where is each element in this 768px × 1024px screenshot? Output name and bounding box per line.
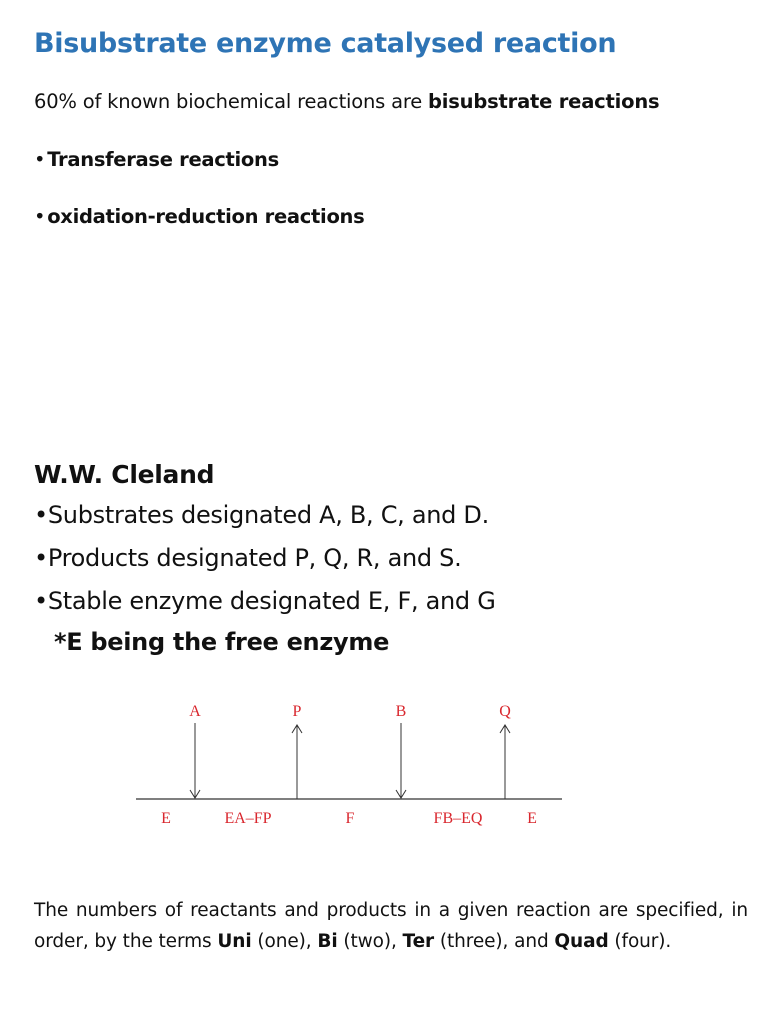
footer-paragraph: The numbers of reactants and products in a given reaction are specified, in order, by the terms Uni (one), Bi (two), Ter (three), and Quad (four). (34, 900, 748, 952)
cleland-item: •Products designated P, Q, R, and S. (34, 544, 462, 572)
label-complex-ea-fp: EA–FP (224, 810, 272, 827)
intro-bold: bisubstrate reactions (428, 90, 660, 113)
slide-title: Bisubstrate enzyme catalysed reaction (34, 28, 617, 59)
bullet-dot: • (34, 205, 46, 228)
term-uni: Uni (217, 931, 252, 952)
label-enzyme-f: F (345, 810, 355, 827)
cleland-title: W.W. Cleland (34, 460, 215, 489)
label-complex-fb-eq: FB–EQ (433, 810, 483, 827)
cleland-note: *E being the free enzyme (54, 628, 390, 656)
label-enzyme-e-final: E (527, 810, 537, 827)
term-bi: Bi (317, 931, 338, 952)
label-enzyme-e: E (161, 810, 171, 827)
label-product-q: Q (499, 703, 511, 720)
bullet-item (34, 148, 279, 171)
bullet-text: oxidation-reduction reactions (47, 205, 365, 228)
cleland-section (34, 460, 496, 656)
cleland-item: •Stable enzyme designated E, F, and G (34, 587, 496, 615)
bullet-item (34, 205, 364, 228)
label-product-p: P (292, 703, 302, 720)
intro-line (34, 90, 659, 113)
bullet-text: Transferase reactions (47, 148, 279, 171)
cleland-reaction-diagram (130, 695, 570, 840)
label-substrate-b: B (395, 703, 407, 720)
label-substrate-a: A (189, 703, 201, 720)
bullet-dot: • (34, 148, 46, 171)
cleland-item: •Substrates designated A, B, C, and D. (34, 501, 489, 529)
term-ter: Ter (402, 931, 435, 952)
term-quad: Quad (554, 931, 609, 952)
intro-text: 60% of known biochemical reactions are (34, 90, 429, 113)
